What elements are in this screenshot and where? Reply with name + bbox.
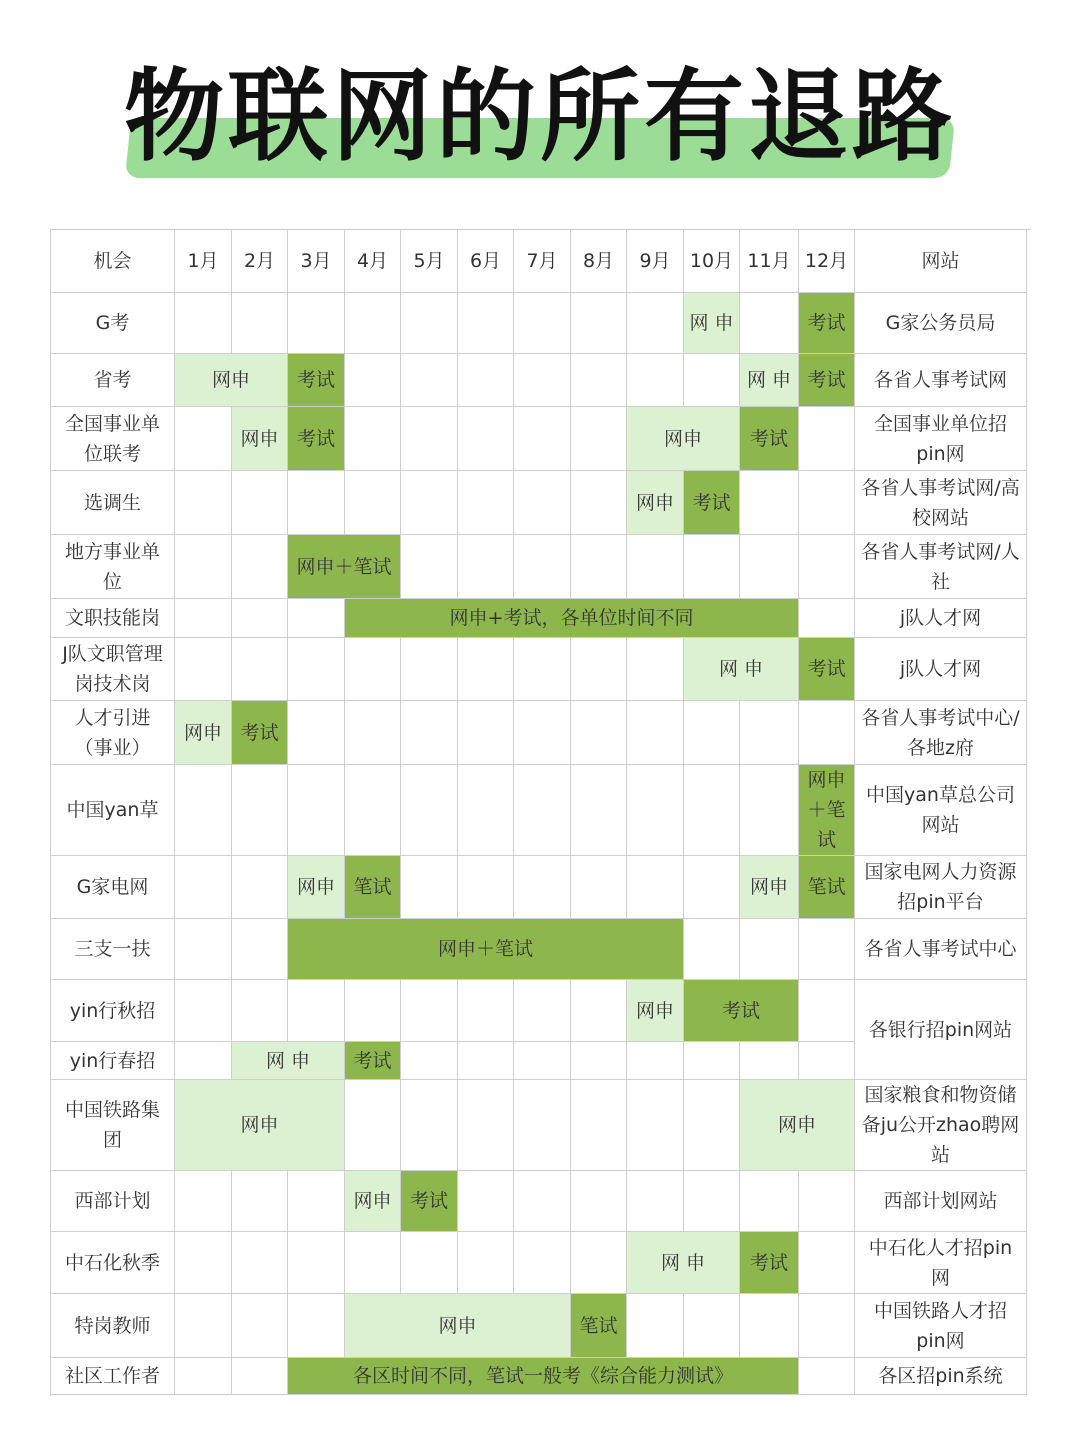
empty-cell — [799, 1294, 855, 1358]
row-website: 各省人事考试网 — [855, 354, 1027, 407]
empty-cell — [799, 701, 855, 765]
empty-cell — [684, 856, 740, 919]
empty-cell — [571, 856, 627, 919]
schedule-bar: 网申 — [345, 1171, 401, 1232]
empty-cell — [458, 1042, 514, 1080]
row-website: 中石化人才招pin网 — [855, 1232, 1027, 1294]
empty-cell — [175, 980, 232, 1042]
empty-cell — [345, 354, 401, 407]
empty-cell — [232, 1232, 288, 1294]
empty-cell — [345, 638, 401, 701]
empty-cell — [627, 1294, 684, 1358]
schedule-bar: 网 申 — [684, 293, 740, 354]
schedule-bar: 考试 — [740, 1232, 799, 1294]
schedule-bar: 考试 — [740, 407, 799, 471]
empty-cell — [175, 1171, 232, 1232]
row-name: J队文职管理岗技术岗 — [51, 638, 175, 701]
empty-cell — [458, 1232, 514, 1294]
empty-cell — [571, 1080, 627, 1171]
empty-cell — [571, 407, 627, 471]
schedule-bar: 网申＋笔试 — [288, 919, 684, 980]
empty-cell — [458, 354, 514, 407]
row-website: 全国事业单位招pin网 — [855, 407, 1027, 471]
empty-cell — [571, 765, 627, 856]
empty-cell — [627, 1171, 684, 1232]
header-month: 2月 — [232, 230, 288, 293]
empty-cell — [627, 535, 684, 599]
schedule-bar: 笔试 — [345, 856, 401, 919]
empty-cell — [401, 638, 458, 701]
empty-cell — [288, 471, 345, 535]
row-website: 中国铁路人才招pin网 — [855, 1294, 1027, 1358]
empty-cell — [514, 354, 571, 407]
row-website: 各省人事考试中心 — [855, 919, 1027, 980]
row-website: 国家粮食和物资储备ju公开zhao聘网站 — [855, 1080, 1027, 1171]
empty-cell — [401, 471, 458, 535]
schedule-bar: 笔试 — [799, 856, 855, 919]
schedule-bar: 网申 — [175, 1080, 345, 1171]
row-name: yin行秋招 — [51, 980, 175, 1042]
empty-cell — [799, 535, 855, 599]
row-name: 中石化秋季 — [51, 1232, 175, 1294]
row-website: 中国yan草总公司网站 — [855, 765, 1027, 856]
row-name: 中国yan草 — [51, 765, 175, 856]
empty-cell — [232, 599, 288, 638]
empty-cell — [232, 919, 288, 980]
schedule-bar: 考试 — [401, 1171, 458, 1232]
empty-cell — [288, 599, 345, 638]
empty-cell — [232, 293, 288, 354]
row-name: 西部计划 — [51, 1171, 175, 1232]
empty-cell — [799, 599, 855, 638]
empty-cell — [175, 919, 232, 980]
empty-cell — [514, 1232, 571, 1294]
empty-cell — [684, 1080, 740, 1171]
empty-cell — [571, 535, 627, 599]
header-opportunity: 机会 — [51, 230, 175, 293]
empty-cell — [571, 701, 627, 765]
empty-cell — [514, 471, 571, 535]
empty-cell — [345, 765, 401, 856]
schedule-bar: 网申+考试，各单位时间不同 — [345, 599, 799, 638]
row-website: 各银行招pin网站 — [855, 980, 1027, 1080]
empty-cell — [571, 471, 627, 535]
empty-cell — [458, 1171, 514, 1232]
empty-cell — [627, 765, 684, 856]
schedule-bar: 网申 — [232, 407, 288, 471]
empty-cell — [175, 638, 232, 701]
schedule-bar: 笔试 — [571, 1294, 627, 1358]
empty-cell — [627, 354, 684, 407]
empty-cell — [401, 701, 458, 765]
empty-cell — [175, 1294, 232, 1358]
empty-cell — [401, 407, 458, 471]
empty-cell — [514, 293, 571, 354]
empty-cell — [288, 701, 345, 765]
empty-cell — [627, 701, 684, 765]
schedule-bar: 考试 — [232, 701, 288, 765]
header-month: 5月 — [401, 230, 458, 293]
empty-cell — [740, 1294, 799, 1358]
schedule-bar: 网申 — [740, 1080, 855, 1171]
row-name: G家电网 — [51, 856, 175, 919]
empty-cell — [288, 980, 345, 1042]
empty-cell — [684, 1294, 740, 1358]
empty-cell — [345, 1080, 401, 1171]
empty-cell — [232, 1171, 288, 1232]
empty-cell — [288, 765, 345, 856]
schedule-bar: 网申 — [345, 1294, 571, 1358]
empty-cell — [458, 765, 514, 856]
empty-cell — [175, 856, 232, 919]
empty-cell — [401, 1042, 458, 1080]
empty-cell — [740, 1171, 799, 1232]
row-name: yin行春招 — [51, 1042, 175, 1080]
header-website: 网站 — [855, 230, 1027, 293]
empty-cell — [799, 1358, 855, 1395]
empty-cell — [740, 765, 799, 856]
empty-cell — [458, 980, 514, 1042]
empty-cell — [175, 765, 232, 856]
empty-cell — [799, 980, 855, 1042]
row-website: 各省人事考试中心/各地z府 — [855, 701, 1027, 765]
schedule-bar: 网申 — [740, 856, 799, 919]
empty-cell — [288, 1294, 345, 1358]
empty-cell — [175, 471, 232, 535]
schedule-bar: 网申 — [627, 471, 684, 535]
schedule-bar: 网申＋笔试 — [288, 535, 401, 599]
empty-cell — [571, 1171, 627, 1232]
row-name: 选调生 — [51, 471, 175, 535]
empty-cell — [514, 407, 571, 471]
empty-cell — [740, 535, 799, 599]
empty-cell — [799, 471, 855, 535]
empty-cell — [799, 919, 855, 980]
empty-cell — [740, 701, 799, 765]
schedule-bar: 各区时间不同，笔试一般考《综合能力测试》 — [288, 1358, 799, 1395]
row-name: 省考 — [51, 354, 175, 407]
empty-cell — [458, 638, 514, 701]
schedule-bar: 网申 — [175, 701, 232, 765]
empty-cell — [288, 638, 345, 701]
page-title: 物联网的所有退路 — [124, 58, 956, 175]
schedule-bar: 网申 — [627, 980, 684, 1042]
empty-cell — [175, 1042, 232, 1080]
empty-cell — [740, 919, 799, 980]
empty-cell — [175, 599, 232, 638]
schedule-bar: 考试 — [684, 980, 799, 1042]
empty-cell — [684, 919, 740, 980]
row-website: 各区招pin系统 — [855, 1358, 1027, 1395]
row-name: 文职技能岗 — [51, 599, 175, 638]
empty-cell — [175, 535, 232, 599]
row-website: j队人才网 — [855, 599, 1027, 638]
empty-cell — [458, 701, 514, 765]
empty-cell — [514, 980, 571, 1042]
schedule-bar: 考试 — [799, 293, 855, 354]
empty-cell — [175, 1232, 232, 1294]
empty-cell — [232, 765, 288, 856]
empty-cell — [458, 856, 514, 919]
empty-cell — [175, 1358, 232, 1395]
empty-cell — [232, 638, 288, 701]
empty-cell — [514, 856, 571, 919]
schedule-bar: 考试 — [684, 471, 740, 535]
header-month: 10月 — [684, 230, 740, 293]
empty-cell — [799, 1232, 855, 1294]
schedule-bar: 网申＋笔试 — [799, 765, 855, 856]
schedule-bar: 考试 — [288, 354, 345, 407]
empty-cell — [514, 1171, 571, 1232]
empty-cell — [514, 701, 571, 765]
empty-cell — [514, 1080, 571, 1171]
row-name: 地方事业单位 — [51, 535, 175, 599]
empty-cell — [345, 701, 401, 765]
empty-cell — [175, 293, 232, 354]
header-month: 4月 — [345, 230, 401, 293]
row-website: 西部计划网站 — [855, 1171, 1027, 1232]
empty-cell — [345, 980, 401, 1042]
empty-cell — [232, 1358, 288, 1395]
empty-cell — [684, 535, 740, 599]
row-name: 全国事业单位联考 — [51, 407, 175, 471]
row-name: 中国铁路集团 — [51, 1080, 175, 1171]
header-month: 7月 — [514, 230, 571, 293]
schedule-bar: 考试 — [288, 407, 345, 471]
empty-cell — [627, 1080, 684, 1171]
empty-cell — [345, 471, 401, 535]
empty-cell — [514, 638, 571, 701]
empty-cell — [288, 293, 345, 354]
empty-cell — [288, 1232, 345, 1294]
schedule-bar: 网 申 — [740, 354, 799, 407]
empty-cell — [401, 1080, 458, 1171]
empty-cell — [458, 535, 514, 599]
empty-cell — [799, 407, 855, 471]
empty-cell — [458, 293, 514, 354]
header-month: 9月 — [627, 230, 684, 293]
schedule-bar: 考试 — [799, 638, 855, 701]
row-name: 三支一扶 — [51, 919, 175, 980]
empty-cell — [232, 535, 288, 599]
empty-cell — [458, 471, 514, 535]
row-name: 人才引进（事业） — [51, 701, 175, 765]
empty-cell — [458, 1080, 514, 1171]
empty-cell — [345, 1232, 401, 1294]
empty-cell — [345, 293, 401, 354]
empty-cell — [514, 1042, 571, 1080]
empty-cell — [288, 1171, 345, 1232]
row-website: 各省人事考试网/人社 — [855, 535, 1027, 599]
empty-cell — [401, 856, 458, 919]
title-banner — [0, 0, 1080, 200]
empty-cell — [401, 535, 458, 599]
empty-cell — [571, 980, 627, 1042]
schedule-bar: 网 申 — [684, 638, 799, 701]
schedule-table — [50, 229, 1031, 1396]
schedule-bar: 网 申 — [627, 1232, 740, 1294]
empty-cell — [740, 471, 799, 535]
empty-cell — [401, 1232, 458, 1294]
empty-cell — [684, 701, 740, 765]
empty-cell — [684, 765, 740, 856]
schedule-bar: 考试 — [799, 354, 855, 407]
empty-cell — [684, 1171, 740, 1232]
schedule-bar: 网申 — [288, 856, 345, 919]
empty-cell — [232, 471, 288, 535]
empty-cell — [401, 765, 458, 856]
empty-cell — [627, 293, 684, 354]
empty-cell — [740, 1042, 799, 1080]
schedule-bar: 网申 — [175, 354, 288, 407]
empty-cell — [514, 765, 571, 856]
empty-cell — [175, 407, 232, 471]
empty-cell — [740, 293, 799, 354]
row-website: 国家电网人力资源招pin平台 — [855, 856, 1027, 919]
empty-cell — [571, 354, 627, 407]
empty-cell — [401, 980, 458, 1042]
empty-cell — [232, 856, 288, 919]
row-name: G考 — [51, 293, 175, 354]
header-month: 3月 — [288, 230, 345, 293]
empty-cell — [345, 407, 401, 471]
empty-cell — [232, 1294, 288, 1358]
row-name: 社区工作者 — [51, 1358, 175, 1395]
empty-cell — [514, 535, 571, 599]
row-website: j队人才网 — [855, 638, 1027, 701]
row-website: 各省人事考试网/高校网站 — [855, 471, 1027, 535]
schedule-bar: 考试 — [345, 1042, 401, 1080]
empty-cell — [232, 980, 288, 1042]
empty-cell — [684, 354, 740, 407]
empty-cell — [627, 638, 684, 701]
empty-cell — [799, 1171, 855, 1232]
header-month: 8月 — [571, 230, 627, 293]
empty-cell — [627, 1042, 684, 1080]
empty-cell — [571, 638, 627, 701]
header-month: 12月 — [799, 230, 855, 293]
header-month: 6月 — [458, 230, 514, 293]
schedule-bar: 网申 — [627, 407, 740, 471]
empty-cell — [401, 293, 458, 354]
header-month: 11月 — [740, 230, 799, 293]
empty-cell — [684, 1042, 740, 1080]
empty-cell — [799, 1042, 855, 1080]
schedule-bar: 网 申 — [232, 1042, 345, 1080]
row-name: 特岗教师 — [51, 1294, 175, 1358]
empty-cell — [458, 407, 514, 471]
empty-cell — [627, 856, 684, 919]
header-month: 1月 — [175, 230, 232, 293]
empty-cell — [571, 1232, 627, 1294]
empty-cell — [571, 1042, 627, 1080]
empty-cell — [571, 293, 627, 354]
empty-cell — [401, 354, 458, 407]
row-website: G家公务员局 — [855, 293, 1027, 354]
